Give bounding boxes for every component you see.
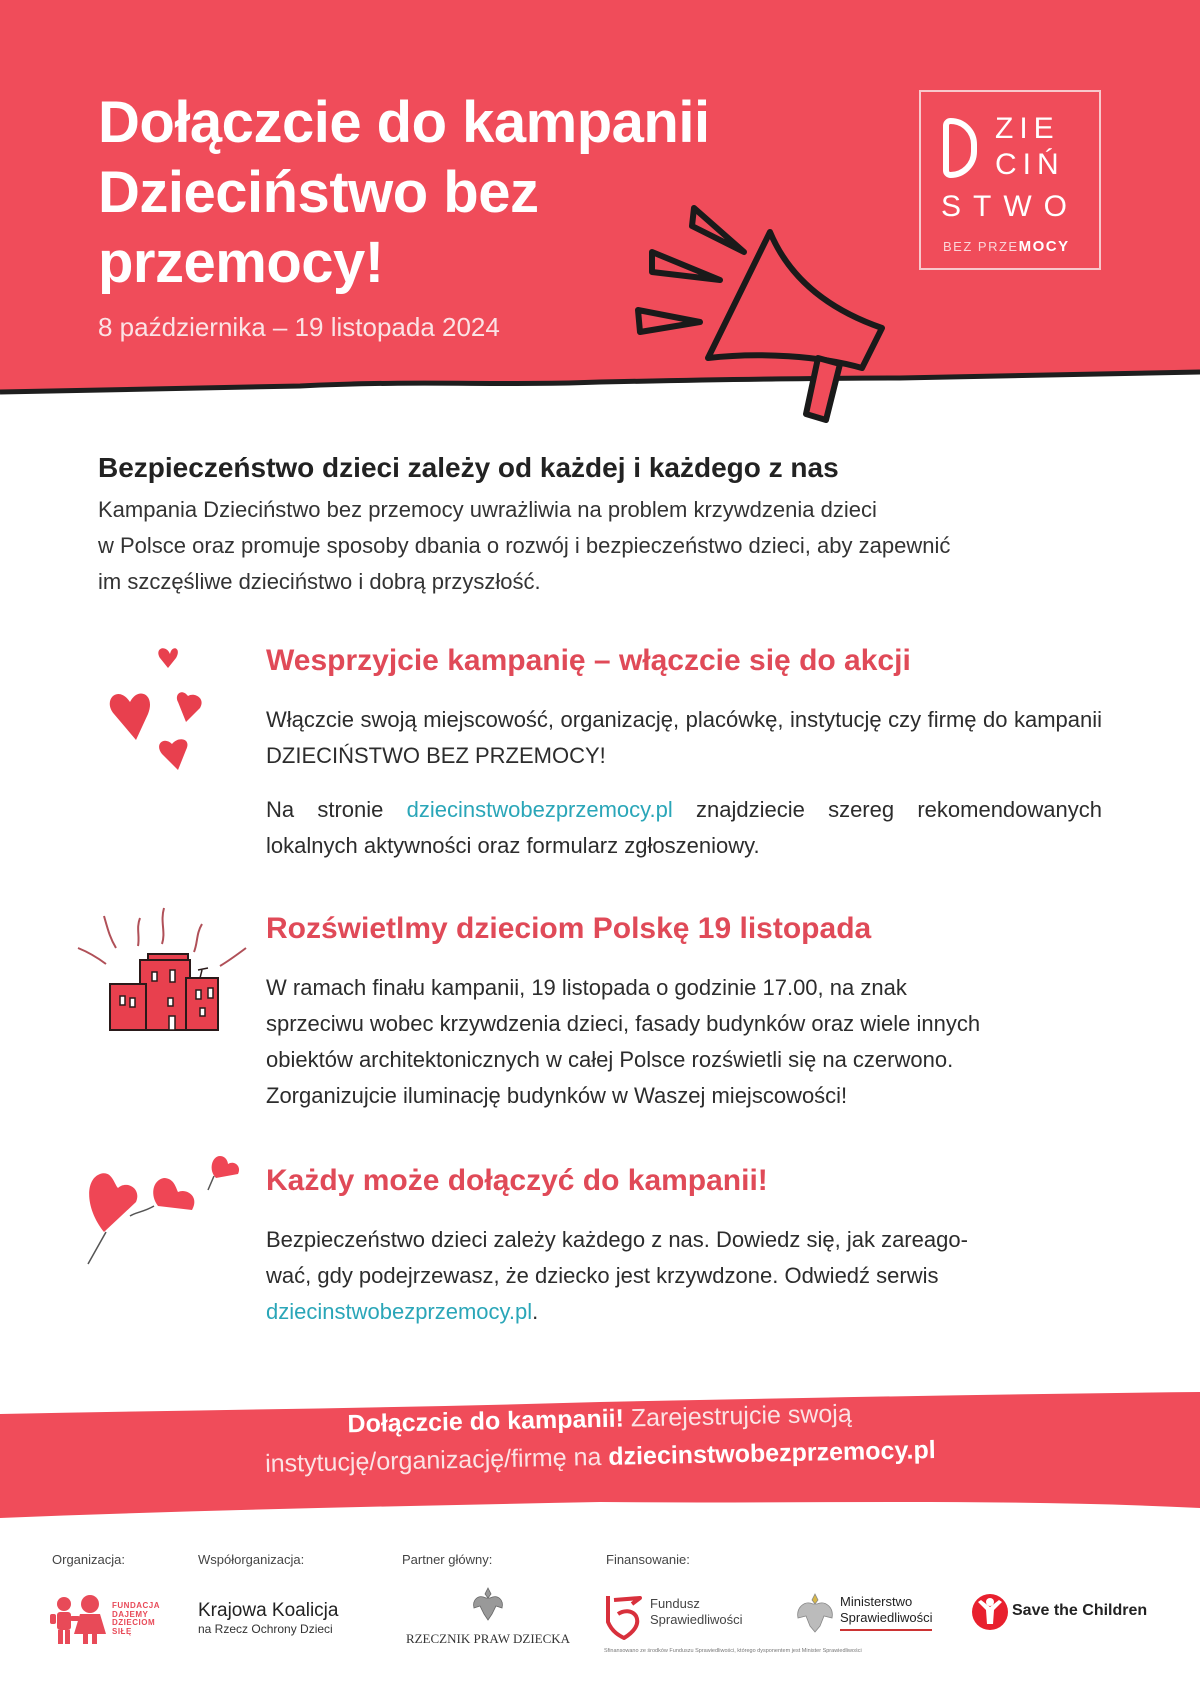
rpd-name: RZECZNIK PRAW DZIECKA	[405, 1631, 571, 1646]
paragraph-line: obiektów architektonicznych w całej Polsce rozświetli się na czerwono.	[266, 1047, 954, 1072]
fundacja-name-line: SIŁĘ	[112, 1626, 132, 1636]
eagle-emblem-icon	[470, 1584, 506, 1624]
paragraph-line: sprzeciwu wobec krzywdzenia dzieci, fasady budynków oraz wiele innych	[266, 1011, 981, 1036]
fundacja-logo	[50, 1594, 180, 1646]
intro-line: w Polsce oraz promuje sposoby dbania o rozwój i bezpieczeństwo dzieci, aby zapewnić	[98, 533, 951, 558]
logo-sub-bold: MOCY	[1018, 238, 1070, 255]
hero-title-line: Dzieciństwo bez	[98, 160, 539, 225]
website-link[interactable]: dziecinstwobezprzemocy.pl	[406, 797, 673, 822]
text: znajdziecie szereg rekomendowanych lokalnych aktywności oraz formularz zgłoszeniowy.	[266, 797, 1102, 858]
hero-title	[98, 88, 798, 298]
financing-note: Sfinansowano ze środków Funduszu Sprawiedliwości, którego dysponentem jest Minister Sprawiedliwości	[604, 1648, 862, 1654]
paragraph-line: wać, gdy podejrzewasz, że dziecko jest krzywdzone. Odwiedź serwis	[266, 1263, 939, 1288]
hero-title-line: przemocy!	[98, 230, 384, 295]
logo-sub-light: BEZ PRZE	[943, 239, 1019, 254]
campaign-dates: 8 października – 19 listopada 2024	[98, 312, 500, 342]
text: .	[532, 1299, 539, 1324]
section-title: Wesprzyjcie kampanię – włączcie się do akcji	[266, 644, 911, 677]
section-title: Każdy może dołączyć do kampanii!	[266, 1164, 768, 1197]
fundacja-name-line: FUNDACJA	[112, 1601, 160, 1610]
section-paragraph: Włączcie swoją miejscowość, organizację, placówkę, instytucję czy firmę do kampanii DZIECIŃSTWO BEZ PRZEMOCY!	[266, 707, 1102, 768]
intro-line: Kampania Dzieciństwo bez przemocy uwrażliwia na problem krzywdzenia dzieci	[98, 497, 877, 522]
label-organization: Organizacja:	[52, 1552, 125, 1567]
fundacja-name-line: DZIECIOM	[112, 1618, 156, 1627]
fundusz-name	[650, 1596, 742, 1628]
eagle-emblem-icon	[794, 1590, 836, 1638]
cta-link[interactable]: dziecinstwobezprzemocy.pl	[608, 1435, 936, 1471]
logo-text: ZIE	[995, 112, 1060, 145]
fundacja-name-line: DAJEMY	[112, 1609, 149, 1619]
children-icon	[50, 1594, 110, 1646]
save-the-children-emblem-icon	[970, 1592, 1010, 1632]
intro-heading: Bezpieczeństwo dzieci zależy od każdej i każdego z nas	[98, 452, 839, 483]
fundusz-name-line: Sprawiedliwości	[650, 1612, 743, 1627]
intro-text	[98, 492, 1098, 600]
paragraph-line: W ramach finału kampanii, 19 listopada o godzinie 17.00, na znak	[266, 975, 907, 1000]
hearts-icon	[108, 640, 218, 780]
koalicja-title: Krajowa Koalicja	[198, 1600, 339, 1621]
koalicja-subtitle: na Rzecz Ochrony Dzieci	[198, 1622, 333, 1636]
heart-balloons-icon	[78, 1140, 258, 1270]
cta-text-span: instytucję/organizację/firmę na	[264, 1442, 609, 1479]
label-co-organization: Współorganizacja:	[198, 1552, 305, 1567]
section-paragraph	[266, 1222, 1102, 1330]
koalicja-logo	[198, 1600, 338, 1636]
fundusz-name-line: Fundusz	[650, 1596, 700, 1611]
section-title: Rozświetlmy dzieciom Polskę 19 listopada	[266, 912, 872, 945]
label-main-partner: Partner główny:	[402, 1552, 493, 1567]
hero-banner	[0, 0, 1200, 440]
save-the-children-name: Save the Children	[1012, 1602, 1148, 1619]
fundusz-emblem-icon	[604, 1592, 646, 1640]
intro-line: im szczęśliwe dzieciństwo i dobrą przyszłość.	[98, 569, 541, 594]
logo-text: STWO	[941, 190, 1079, 223]
fundacja-name	[112, 1602, 160, 1636]
rpd-logo	[400, 1584, 576, 1647]
flag-stripe	[840, 1629, 932, 1631]
campaign-logo	[919, 90, 1101, 270]
text: Na stronie	[266, 797, 407, 822]
paragraph-line	[266, 1294, 1102, 1330]
logo-d-mark	[943, 118, 977, 178]
logo-text: CIŃ	[995, 148, 1065, 181]
website-link[interactable]: dziecinstwobezprzemocy.pl	[266, 1299, 533, 1324]
label-financing: Finansowanie:	[606, 1552, 690, 1567]
paragraph-line: Zorganizujcie iluminację budynków w Waszej miejscowości!	[266, 1083, 848, 1108]
ministerstwo-name	[840, 1594, 932, 1631]
cta-text-span: Zarejestrujcie swoją	[623, 1399, 852, 1433]
glowing-buildings-icon	[74, 896, 254, 1032]
section-paragraph	[266, 970, 1102, 1114]
ministerstwo-name-line: Sprawiedliwości	[840, 1610, 933, 1625]
logo-subtitle	[943, 238, 1070, 255]
paragraph-line: Bezpieczeństwo dzieci zależy każdego z nas. Dowiedz się, jak zareago-	[266, 1227, 968, 1252]
section-paragraph	[266, 792, 1102, 864]
cta-bold: Dołączcie do kampanii!	[347, 1404, 625, 1439]
hero-title-line: Dołączcie do kampanii	[98, 90, 710, 155]
ministerstwo-name-line: Ministerstwo	[840, 1594, 913, 1609]
